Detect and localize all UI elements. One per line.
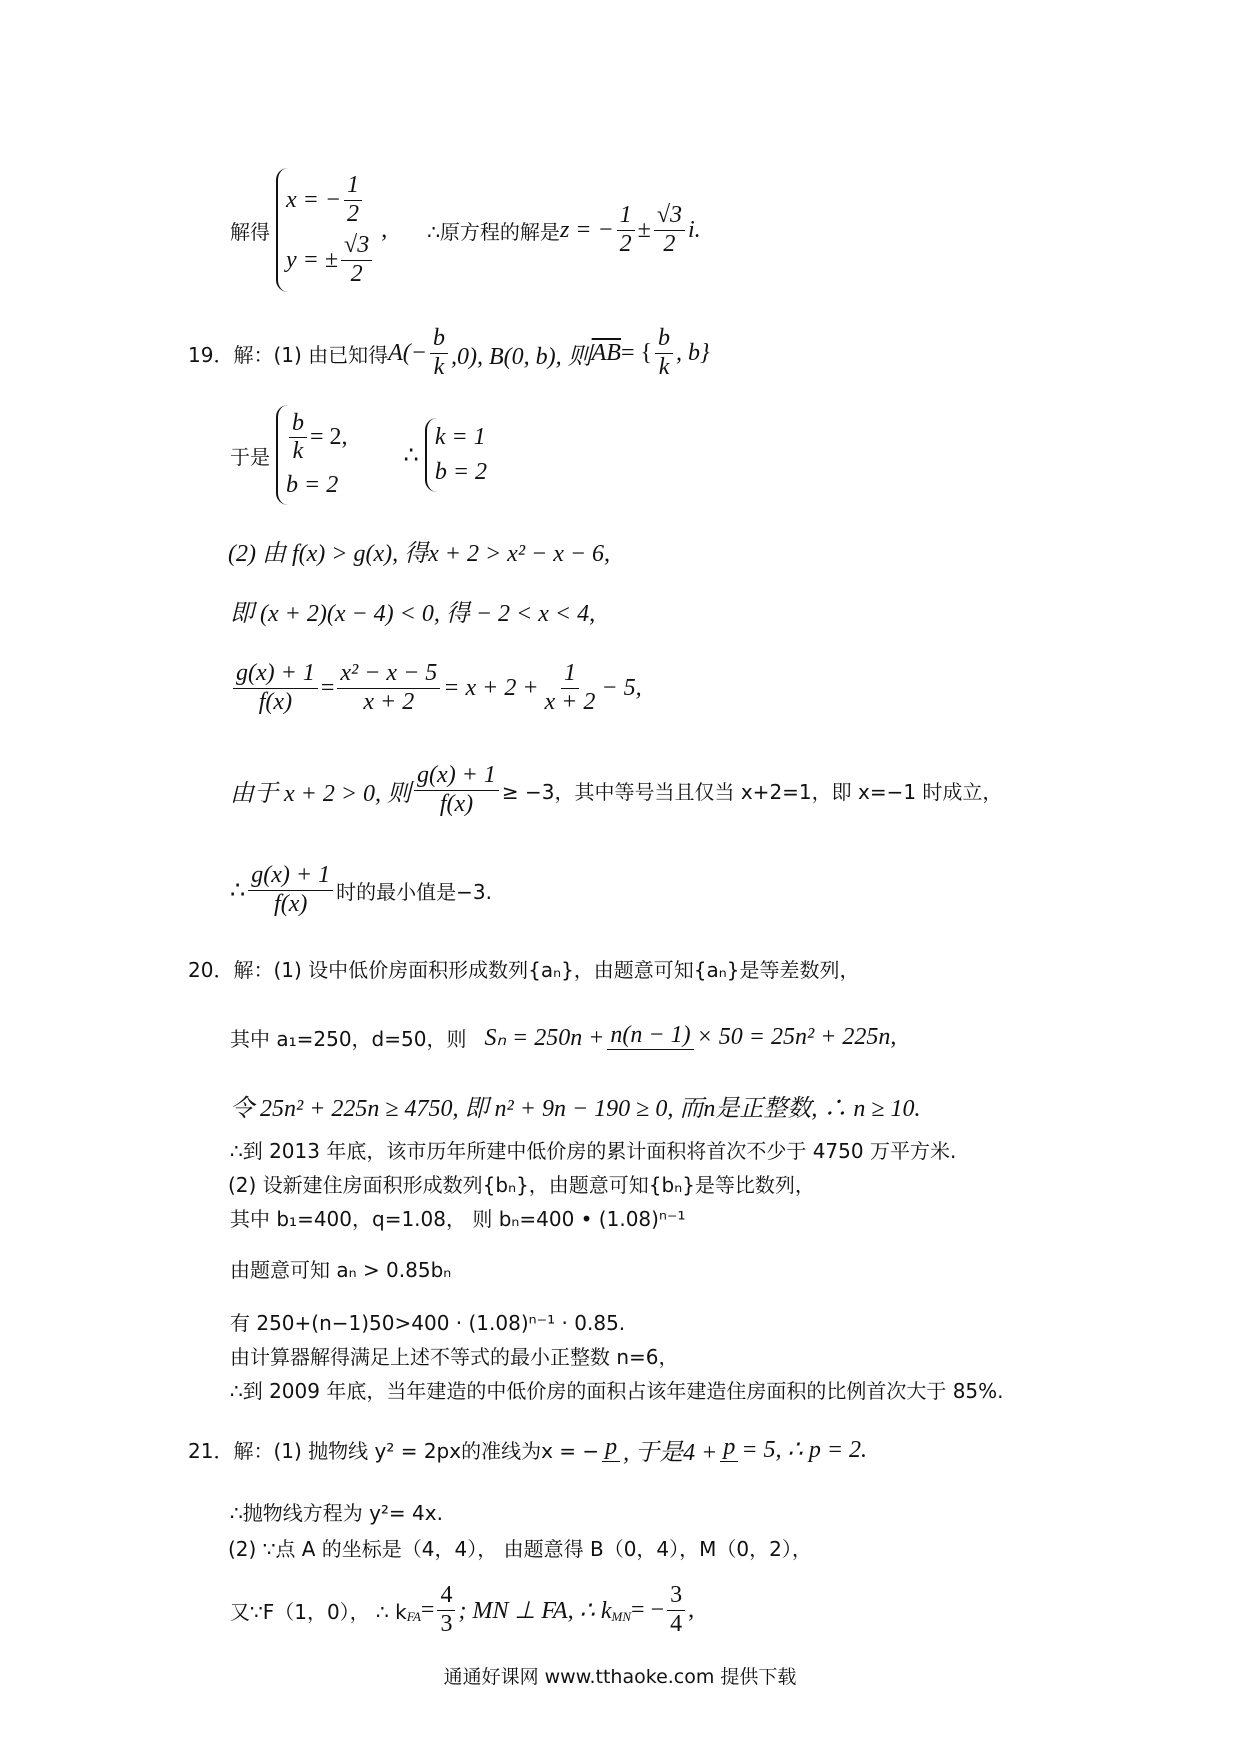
q20-2013-line: ∴到 2013 年底，该市历年所建中低价房的累计面积将首次不少于 4750 万平方米. xyxy=(230,1138,957,1163)
q20-kezhi-line: 由题意可知 aₙ > 0.85bₙ xyxy=(230,1257,452,1282)
q20-ling-line: 令 25n² + 225n ≥ 4750, 即 n² + 9n − 190 ≥ 0, 而n是正整数, ∴ n ≥ 10. xyxy=(230,1095,921,1122)
q20-b1-line: 其中 b₁=400，q=1.08， 则 bₙ=400 • (1.08)ⁿ⁻¹ xyxy=(230,1206,686,1231)
q19-part2-line: (2) 由 f(x) > g(x), 得x + 2 > x² − x − 6, xyxy=(228,540,611,567)
q19-number: 19．解：(1) 由已知得 xyxy=(188,342,389,367)
q18-y-fraction: $\frac{√3}{2}$ xyxy=(341,233,372,286)
q20-calc-line: 由计算器解得满足上述不等式的最小正整数 n=6， xyxy=(230,1344,679,1369)
q18-solve-label: 解得 xyxy=(230,219,270,244)
q19-ji-line: 即 (x + 2)(x − 4) < 0, 得 − 2 < x < 4, xyxy=(230,600,596,627)
q20-head-line: 20．解：(1) 设中低价房面积形成数列{aₙ}，由题意可知{aₙ}是等差数列， xyxy=(188,957,860,982)
q20-sn-line: 其中 a₁=250，d=50，则 Sₙ = 250n + n(n − 1) × 50 = 25n² + 225n, xyxy=(230,1021,897,1051)
q18-solution-line: 解得 x = − $\frac{1}{2}$ y = ± $\frac{√3}{2}$ , ∴原方程的解是 z = − $\frac{1}{2}$ ± $\frac{√3}{2}$ i. xyxy=(230,160,701,300)
q19-system-1: $\frac{b}{k}$ = 2, b = 2 xyxy=(276,405,348,505)
q18-y-row: y = ± $\frac{√3}{2}$ xyxy=(286,233,375,286)
q19-inequality-line: 由于 x + 2 > 0, 则 $\frac{g(x) + 1}{f(x)}$ ≥ −3，其中等号当且仅当 x+2=1，即 x=−1 时成立， xyxy=(230,762,1003,817)
q21-part2-line: (2) ∵点 A 的坐标是（4，4）， 由题意得 B（0，4），M（0，2）， xyxy=(228,1536,812,1561)
page-footer: 通通好课网 www.tthaoke.com 提供下载 xyxy=(443,1666,797,1688)
q19-system-2: k = 1 b = 2 xyxy=(425,418,487,492)
q20-you-line: 有 250+(n−1)50>400 · (1.08)ⁿ⁻¹ · 0.85. xyxy=(230,1310,626,1335)
q20-part2-line: (2) 设新建住房面积形成数列{bₙ}，由题意可知{bₙ}是等比数列， xyxy=(228,1172,815,1197)
q19-ratio-line: $\frac{g(x) + 1}{f(x)}$ = $\frac{\text{x² − x − 5}}{x + 2}$ = x + 2 + $\frac{1}{x + 2}$ − 5, xyxy=(230,650,642,726)
q20-2009-line: ∴到 2009 年底，当年建造的中低价房的面积占该年建造住房面积的比例首次大于 85%. xyxy=(230,1378,1004,1403)
q21-head-line: 21．解：(1) 抛物线 y² = 2px的准线为x = − p , 于是4 + p = 5, ∴ p = 2. xyxy=(188,1433,868,1466)
q21-slope-line: 又∵F（1，0）， ∴ k $_{FA}$ = $\frac{4}{3}$ ; MN ⊥ FA, ∴ k $_{MN}$ = − $\frac{3}{4}$ , xyxy=(230,1582,695,1637)
q18-conclusion: ∴原方程的解是 xyxy=(427,219,560,244)
q18-x-fraction: $\frac{1}{2}$ xyxy=(344,173,362,226)
q18-x-row: x = − $\frac{1}{2}$ xyxy=(286,173,375,226)
q19-system-line: 于是 $\frac{b}{k}$ = 2, b = 2 ∴ k = 1 b = 2 xyxy=(230,400,493,510)
q19-min-line: ∴ $\frac{g(x) + 1}{f(x)}$ 时的最小值是−3. xyxy=(230,862,492,917)
vector-AB: $\overline{AB}$ xyxy=(591,339,621,366)
q21-eq-line: ∴抛物线方程为 y²= 4x. xyxy=(230,1500,443,1525)
q18-system xyxy=(276,168,375,292)
q19-head-line: 19．解：(1) 由已知得 A(− $\frac{b}{k}$ ,0), B(0, b), 则 $\overline{AB}$ = { $\frac{b}{k}$ , b} xyxy=(188,325,710,380)
